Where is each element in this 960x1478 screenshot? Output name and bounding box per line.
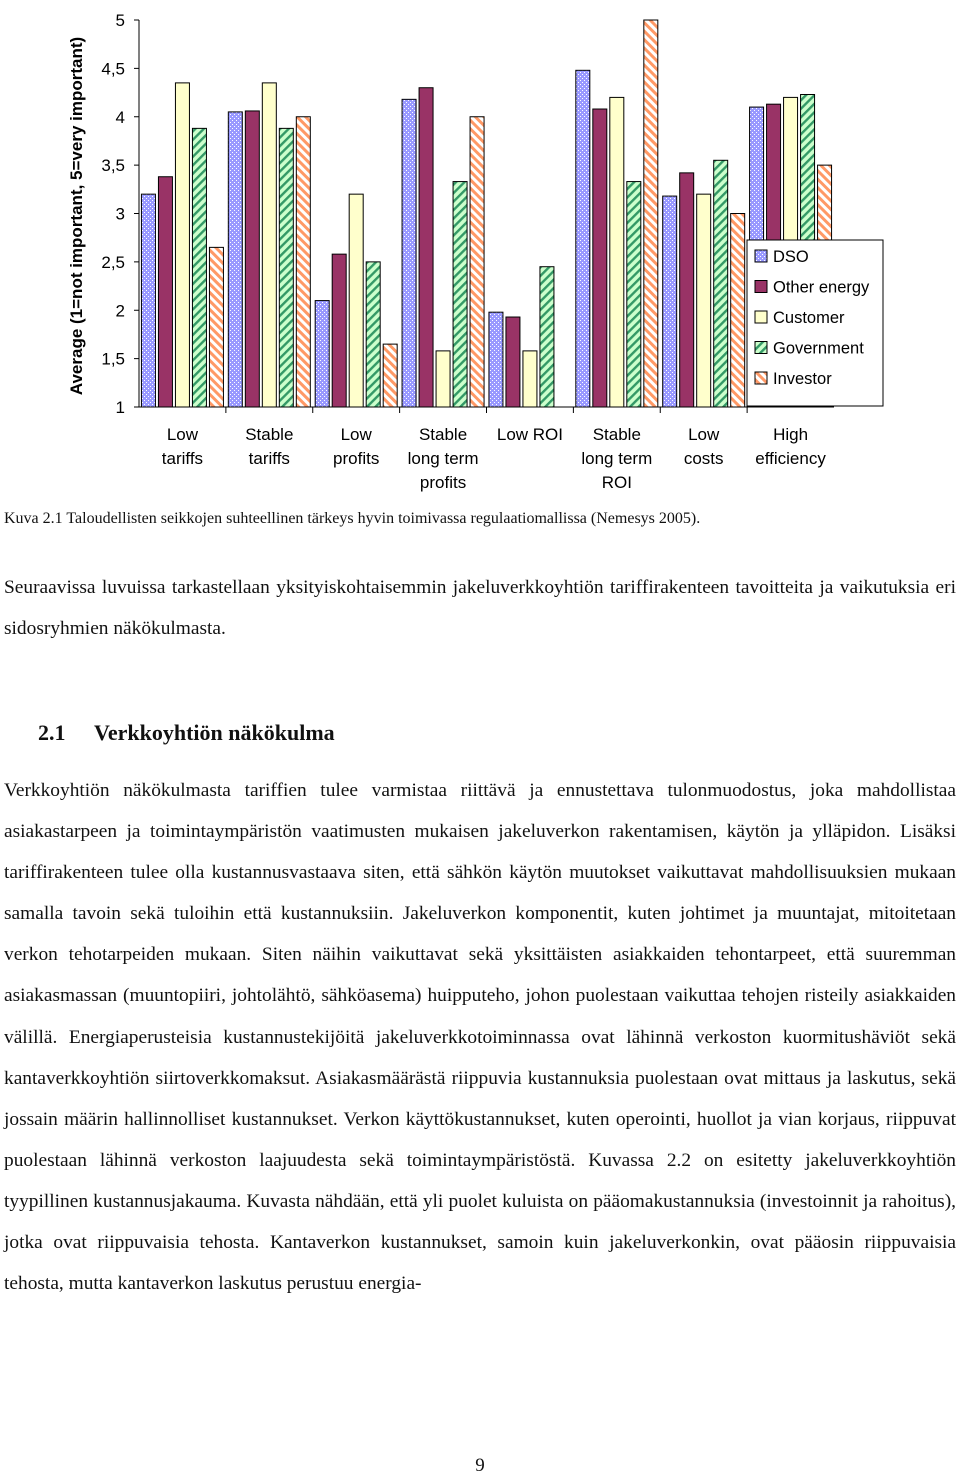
legend-label: DSO (773, 248, 809, 266)
legend-swatch (755, 342, 767, 354)
bar-customer (175, 83, 189, 407)
bar-dso (576, 70, 590, 407)
chart-legend (747, 240, 883, 406)
y-tick-labels (101, 11, 125, 417)
bar-dso (402, 99, 416, 407)
bar-customer (436, 351, 450, 407)
legend-swatch (755, 281, 767, 293)
section-heading (38, 720, 335, 746)
bar-other-energy (593, 109, 607, 407)
bar-investor (644, 20, 658, 407)
y-tick-label: 1 (115, 398, 125, 417)
bar-other-energy (680, 173, 694, 407)
bar-other-energy (245, 111, 259, 407)
bar-dso (315, 301, 329, 407)
y-axis-title: Average (1=not important, 5=very important) (67, 36, 86, 396)
bar-other-energy (419, 88, 433, 407)
bar-government (366, 262, 380, 407)
x-tick-label: Low costs (683, 425, 724, 468)
y-tick-label: 1,5 (101, 349, 125, 369)
legend-swatch (755, 250, 767, 262)
figure-caption: Kuva 2.1 Taloudellisten seikkojen suhteellinen tärkeys hyvin toimivassa regulaatiomallissa (Nemesys 2005). (4, 510, 701, 527)
x-tick-label: Stable long term profits (407, 425, 479, 492)
y-tick-label: 4,5 (101, 59, 125, 79)
bar-customer (697, 194, 711, 407)
y-tick-label: 3,5 (101, 156, 125, 176)
section-title: Verkkoyhtiön näkökulma (94, 720, 335, 745)
bar-government (714, 160, 728, 407)
bar-government (453, 182, 467, 407)
intro-paragraph: Seuraavissa luvuissa tarkastellaan yksityiskohtaisemmin jakeluverkkoyhtiön tariffirakenteen tavoitteita ja vaikutuksia eri sidosryhmien näkökulmasta. (4, 577, 956, 640)
legend-label: Customer (773, 309, 845, 327)
x-tick-label: Stable tariffs (245, 425, 294, 468)
legend-label: Other energy (773, 278, 870, 297)
y-tick-label: 2,5 (101, 252, 125, 272)
bar-dso (489, 312, 503, 407)
legend-swatch (755, 372, 767, 384)
x-tick-label: High efficiency (755, 425, 826, 468)
bar-investor (296, 117, 310, 407)
bar-other-energy (506, 317, 520, 407)
legend-label: Investor (773, 370, 832, 388)
bar-customer (349, 194, 363, 407)
bar-dso (663, 196, 677, 407)
x-tick-label: Low tariffs (161, 425, 204, 468)
y-tick-label: 3 (115, 204, 125, 224)
bar-customer (523, 351, 537, 407)
y-tick-label: 5 (115, 11, 125, 30)
bar-dso (141, 194, 155, 407)
x-tick-label: Low ROI (496, 425, 564, 444)
bar-investor (383, 344, 397, 407)
x-tick-labels (162, 425, 827, 492)
bar-other-energy (158, 177, 172, 407)
bar-other-energy (332, 254, 346, 407)
body-paragraph: Verkkoyhtiön näkökulmasta tariffien tulee varmistaa riittävä ja ennustettava tulonmuodostus, joka mahdollistaa asiakastarpeen ja toimintaympäristön vaatimusten mukaisen jakeluverkon rakentamisen, käytön ja ylläpidon. Lisäksi tariffirakenteen tulee olla kustannusvastaava siten, että sähkön käytön muutokset vaikuttavat mahdollisuuksien mukaan samalla tavoin sekä tuloihin että kustannuksiin. Jakeluverkon komponentit, kuten johtimet ja muuntajat, mitoitetaan verkon tehotarpeiden mukaan. Siten näihin vaikuttavat sekä yksittäisten asiakkaiden tehontarpeet, että suuremman asiakasmassan (muuntopiiri, johtolähtö, sähköasema) huipputeho, johon puolestaan vaikuttaa tehojen risteily asiakkaiden välillä. Energiaperusteisia kustannustekijöitä jakeluverkkotoiminnassa ovat lähinnä verkoston kuormitushäviöt sekä kantaverkkoyhtiön siirtoverkkomaksut. Asiakasmäärästä riippuvia kustannuksia puolestaan ovat mittaus ja laskutus, sekä jossain määrin hallinnolliset kustannukset. Verkon käyttökustannukset, kuten operointi, huollot ja vian korjaus, riippuvat puolestaan lähinnä verkoston laajuudesta sekä toimintaympäristöstä. Kuvassa 2.2 on esitetty jakeluverkkoyhtiön tyypillinen kustannusjakauma. Kuvasta nähdään, että yli puolet kuluista on pääomakustannuksia (investoinnit ja rahoitus), jotka ovat riippuvaisia tehosta. Kantaverkon kustannukset, samoin kuin jakeluverkonkin, ovat pääosin riippuvaisia tehosta, mutta kantaverkon laskutus perustuu energia- (4, 780, 956, 1295)
legend-label: Government (773, 339, 864, 358)
bar-investor (470, 117, 484, 407)
y-tick-label: 2 (115, 301, 125, 321)
page-number: 9 (475, 1455, 485, 1476)
bar-government (627, 182, 641, 407)
y-tick-label: 4 (115, 107, 125, 127)
bar-dso (228, 112, 242, 407)
bar-government (192, 128, 206, 407)
bar-investor (731, 214, 745, 408)
section-number: 2.1 (38, 720, 66, 745)
bar-government (540, 267, 554, 407)
bar-chart (0, 0, 960, 500)
bar-customer (262, 83, 276, 407)
bar-customer (610, 97, 624, 407)
legend-swatch (755, 311, 767, 323)
x-tick-label: Low profits (333, 425, 380, 468)
bar-government (279, 128, 293, 407)
chart-bars (141, 20, 831, 407)
x-tick-label: Stable long term ROI (581, 425, 653, 492)
bar-investor (209, 247, 223, 407)
